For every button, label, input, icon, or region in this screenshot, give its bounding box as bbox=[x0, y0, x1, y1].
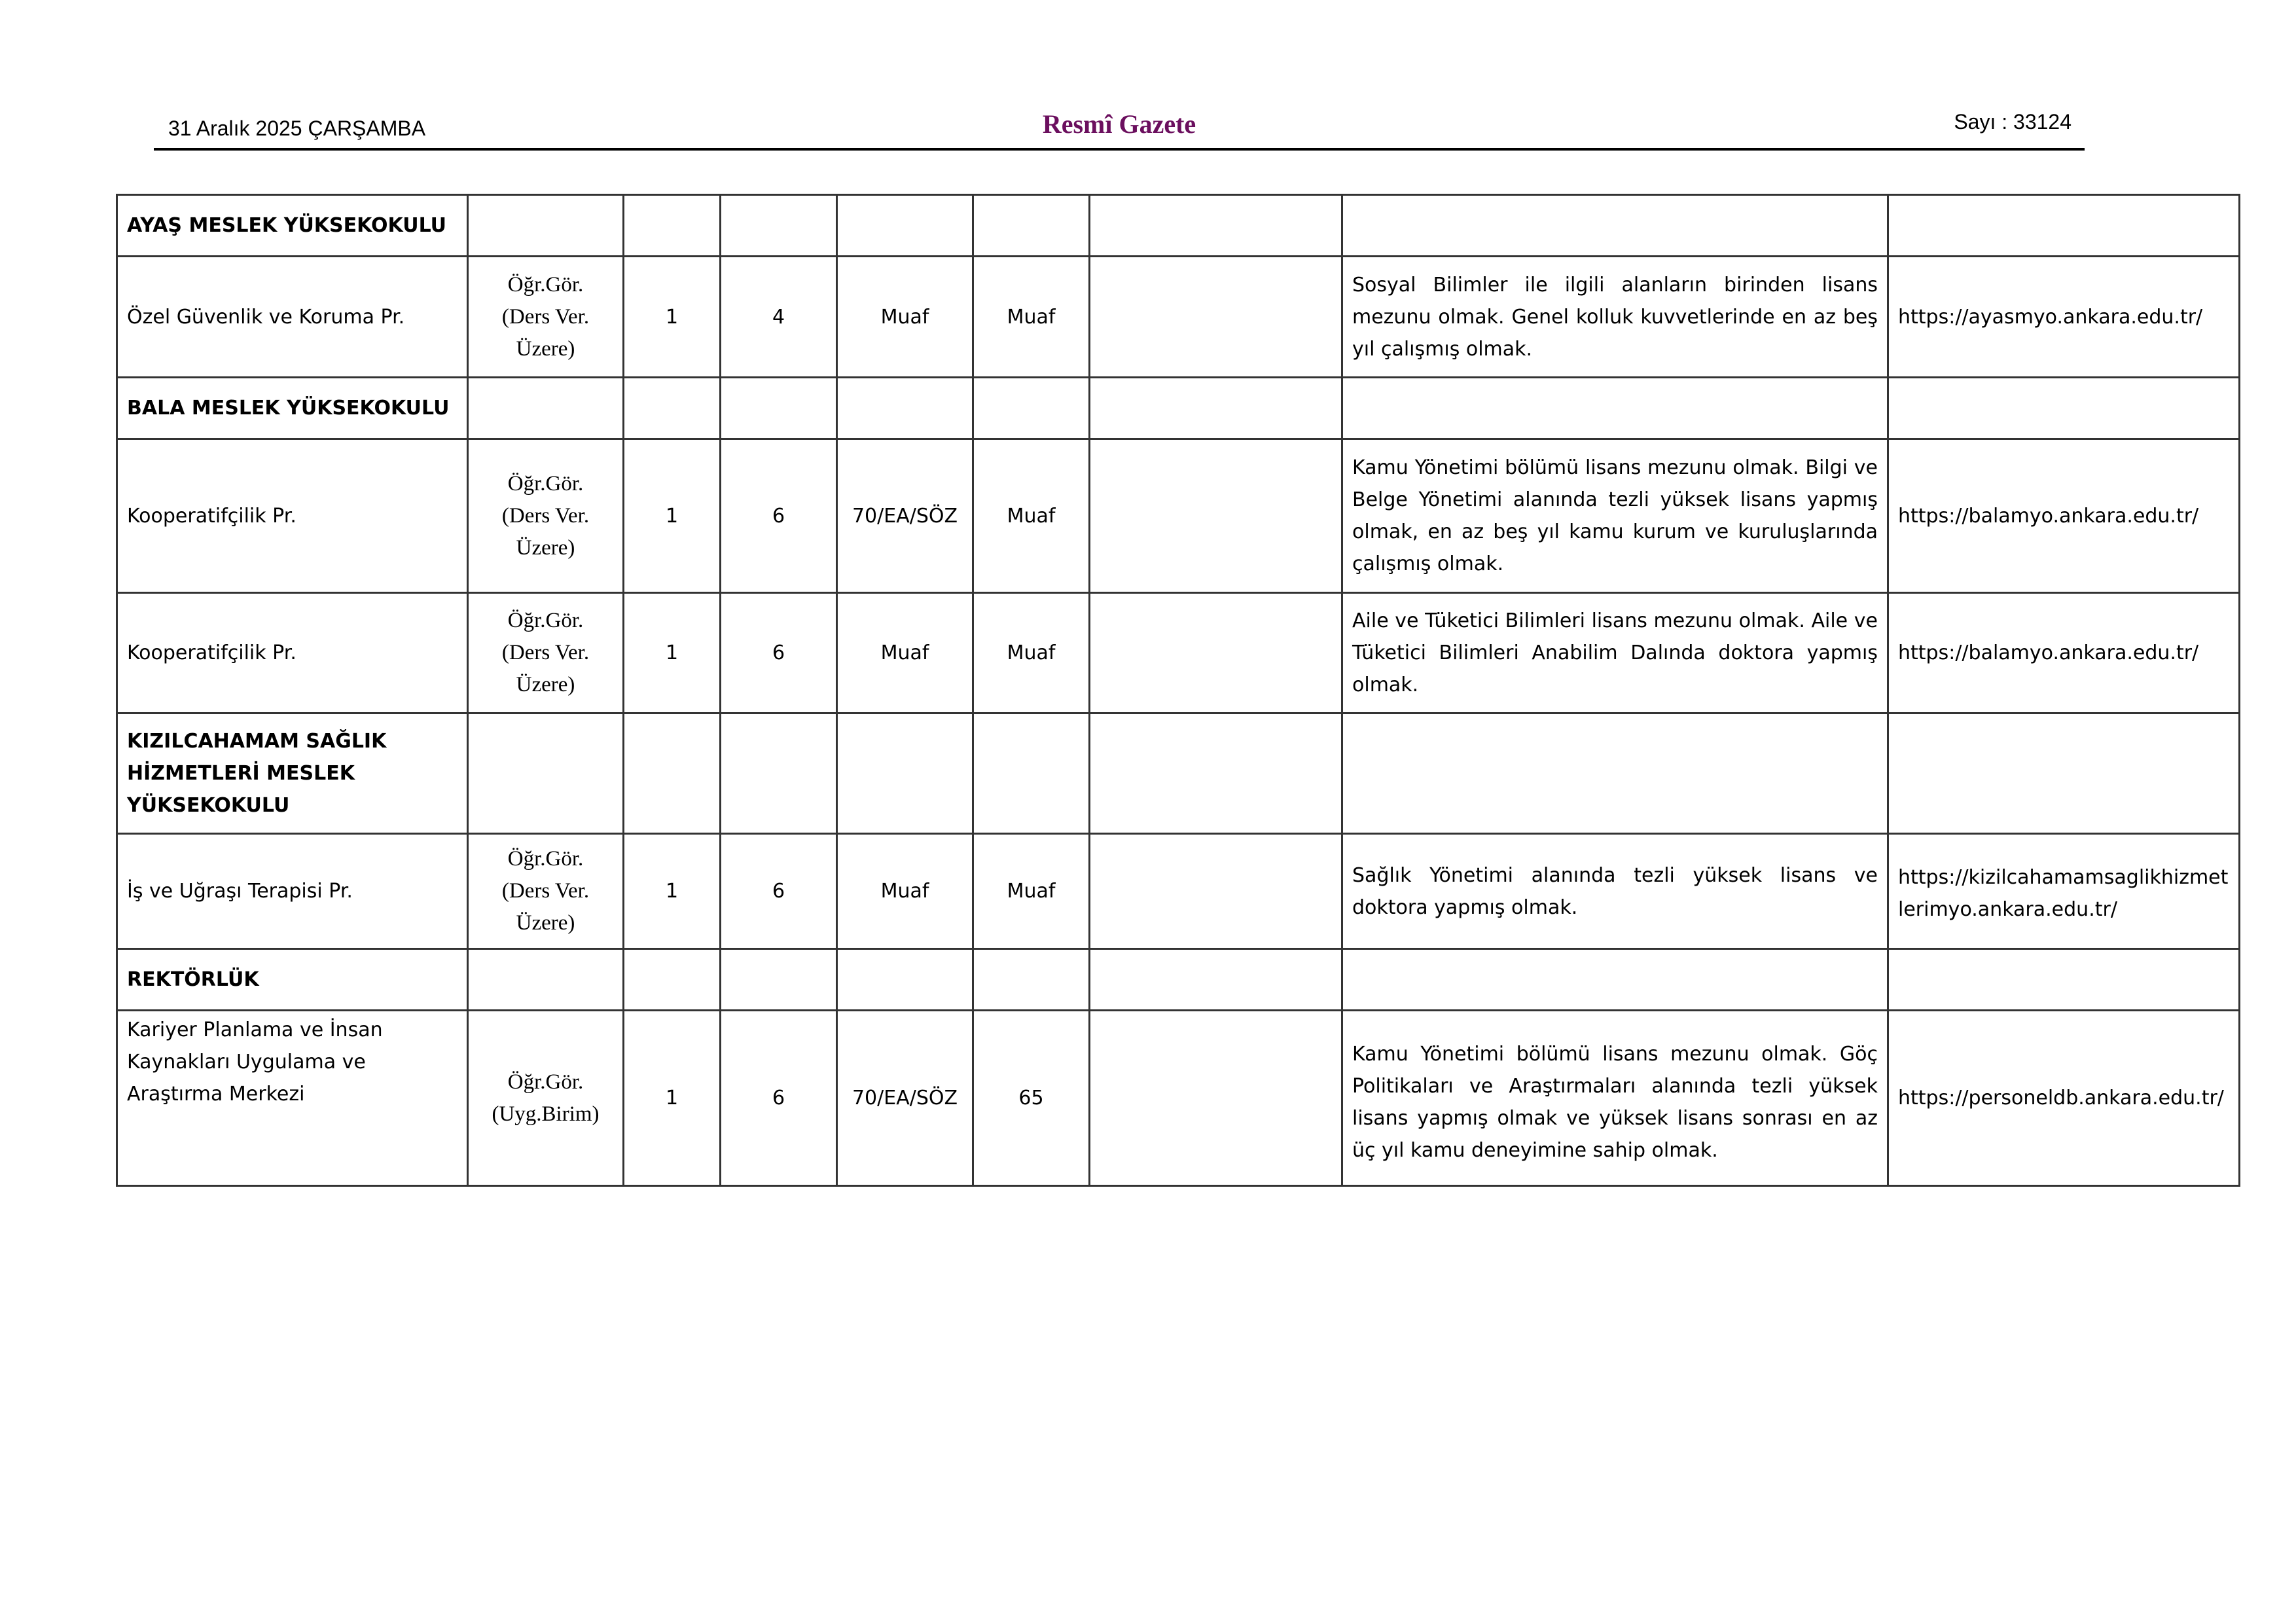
staff-title: Öğr.Gör. (Uyg.Birim) bbox=[468, 1011, 624, 1186]
section-title: BALA MESLEK YÜKSEKOKULU bbox=[117, 378, 468, 439]
position-row bbox=[117, 593, 2240, 713]
program-name: Kooperatifçilik Pr. bbox=[117, 439, 468, 593]
position-row bbox=[117, 439, 2240, 593]
website-link[interactable]: https://kizilcahamamsaglikhizmetlerimyo.ankara.edu.tr/ bbox=[1888, 834, 2240, 949]
extra-cell bbox=[1090, 834, 1342, 949]
requirements: Aile ve Tüketici Bilimleri lisans mezunu olmak. Aile ve Tüketici Bilimleri Anabilim Dalında doktora yapmış olmak. bbox=[1342, 593, 1888, 713]
website-link[interactable]: https://personeldb.ankara.edu.tr/ bbox=[1888, 1011, 2240, 1186]
position-row bbox=[117, 257, 2240, 378]
program-name: Özel Güvenlik ve Koruma Pr. bbox=[117, 257, 468, 378]
ales-score: Muaf bbox=[837, 593, 973, 713]
requirements: Kamu Yönetimi bölümü lisans mezunu olmak. Bilgi ve Belge Yönetimi alanında tezli yüksek lisans yapmış olmak, en az beş yıl kamu kurum ve kuruluşlarında çalışmış olmak. bbox=[1342, 439, 1888, 593]
ales-score: Muaf bbox=[837, 834, 973, 949]
ales-score: Muaf bbox=[837, 257, 973, 378]
extra-cell bbox=[1090, 593, 1342, 713]
requirements: Sağlık Yönetimi alanında tezli yüksek lisans ve doktora yapmış olmak. bbox=[1342, 834, 1888, 949]
staff-title: Öğr.Gör. (Ders Ver. Üzere) bbox=[468, 257, 624, 378]
extra-cell bbox=[1090, 439, 1342, 593]
staff-title: Öğr.Gör. (Ders Ver. Üzere) bbox=[468, 593, 624, 713]
section-row bbox=[117, 378, 2240, 439]
section-title: REKTÖRLÜK bbox=[117, 949, 468, 1011]
position-row bbox=[117, 1011, 2240, 1186]
section-title: AYAŞ MESLEK YÜKSEKOKULU bbox=[117, 195, 468, 257]
extra-cell bbox=[1090, 257, 1342, 378]
language-score: Muaf bbox=[973, 439, 1090, 593]
staff-title: Öğr.Gör. (Ders Ver. Üzere) bbox=[468, 439, 624, 593]
ales-score: 70/EA/SÖZ bbox=[837, 439, 973, 593]
section-row bbox=[117, 195, 2240, 257]
position-level: 6 bbox=[721, 439, 837, 593]
section-row bbox=[117, 949, 2240, 1011]
position-level: 4 bbox=[721, 257, 837, 378]
program-name: Kariyer Planlama ve İnsan Kaynakları Uygulama ve Araştırma Merkezi bbox=[117, 1011, 468, 1186]
language-score: Muaf bbox=[973, 834, 1090, 949]
language-score: 65 bbox=[973, 1011, 1090, 1186]
position-level: 6 bbox=[721, 834, 837, 949]
language-score: Muaf bbox=[973, 593, 1090, 713]
program-name: İş ve Uğraşı Terapisi Pr. bbox=[117, 834, 468, 949]
website-link[interactable]: https://ayasmyo.ankara.edu.tr/ bbox=[1888, 257, 2240, 378]
position-count: 1 bbox=[624, 439, 721, 593]
section-title: KIZILCAHAMAM SAĞLIK HİZMETLERİ MESLEK YÜKSEKOKULU bbox=[117, 713, 468, 834]
position-count: 1 bbox=[624, 834, 721, 949]
program-name: Kooperatifçilik Pr. bbox=[117, 593, 468, 713]
position-level: 6 bbox=[721, 593, 837, 713]
position-count: 1 bbox=[624, 1011, 721, 1186]
ales-score: 70/EA/SÖZ bbox=[837, 1011, 973, 1186]
section-row bbox=[117, 713, 2240, 834]
requirements: Sosyal Bilimler ile ilgili alanların birinden lisans mezunu olmak. Genel kolluk kuvvetlerinde en az beş yıl çalışmış olmak. bbox=[1342, 257, 1888, 378]
position-count: 1 bbox=[624, 593, 721, 713]
extra-cell bbox=[1090, 1011, 1342, 1186]
gazette-header bbox=[154, 105, 2085, 151]
website-link[interactable]: https://balamyo.ankara.edu.tr/ bbox=[1888, 439, 2240, 593]
gazette-title: Resmî Gazete bbox=[1042, 109, 1196, 139]
issue-date: 31 Aralık 2025 ÇARŞAMBA bbox=[168, 117, 426, 140]
position-count: 1 bbox=[624, 257, 721, 378]
issue-number: Sayı : 33124 bbox=[1954, 110, 2072, 134]
position-row bbox=[117, 834, 2240, 949]
position-level: 6 bbox=[721, 1011, 837, 1186]
positions-table bbox=[116, 194, 2240, 1187]
website-link[interactable]: https://balamyo.ankara.edu.tr/ bbox=[1888, 593, 2240, 713]
language-score: Muaf bbox=[973, 257, 1090, 378]
requirements: Kamu Yönetimi bölümü lisans mezunu olmak. Göç Politikaları ve Araştırmaları alanında tezli yüksek lisans yapmış olmak ve yüksek lisans sonrası en az üç yıl kamu deneyimine sahip olmak. bbox=[1342, 1011, 1888, 1186]
staff-title: Öğr.Gör. (Ders Ver. Üzere) bbox=[468, 834, 624, 949]
